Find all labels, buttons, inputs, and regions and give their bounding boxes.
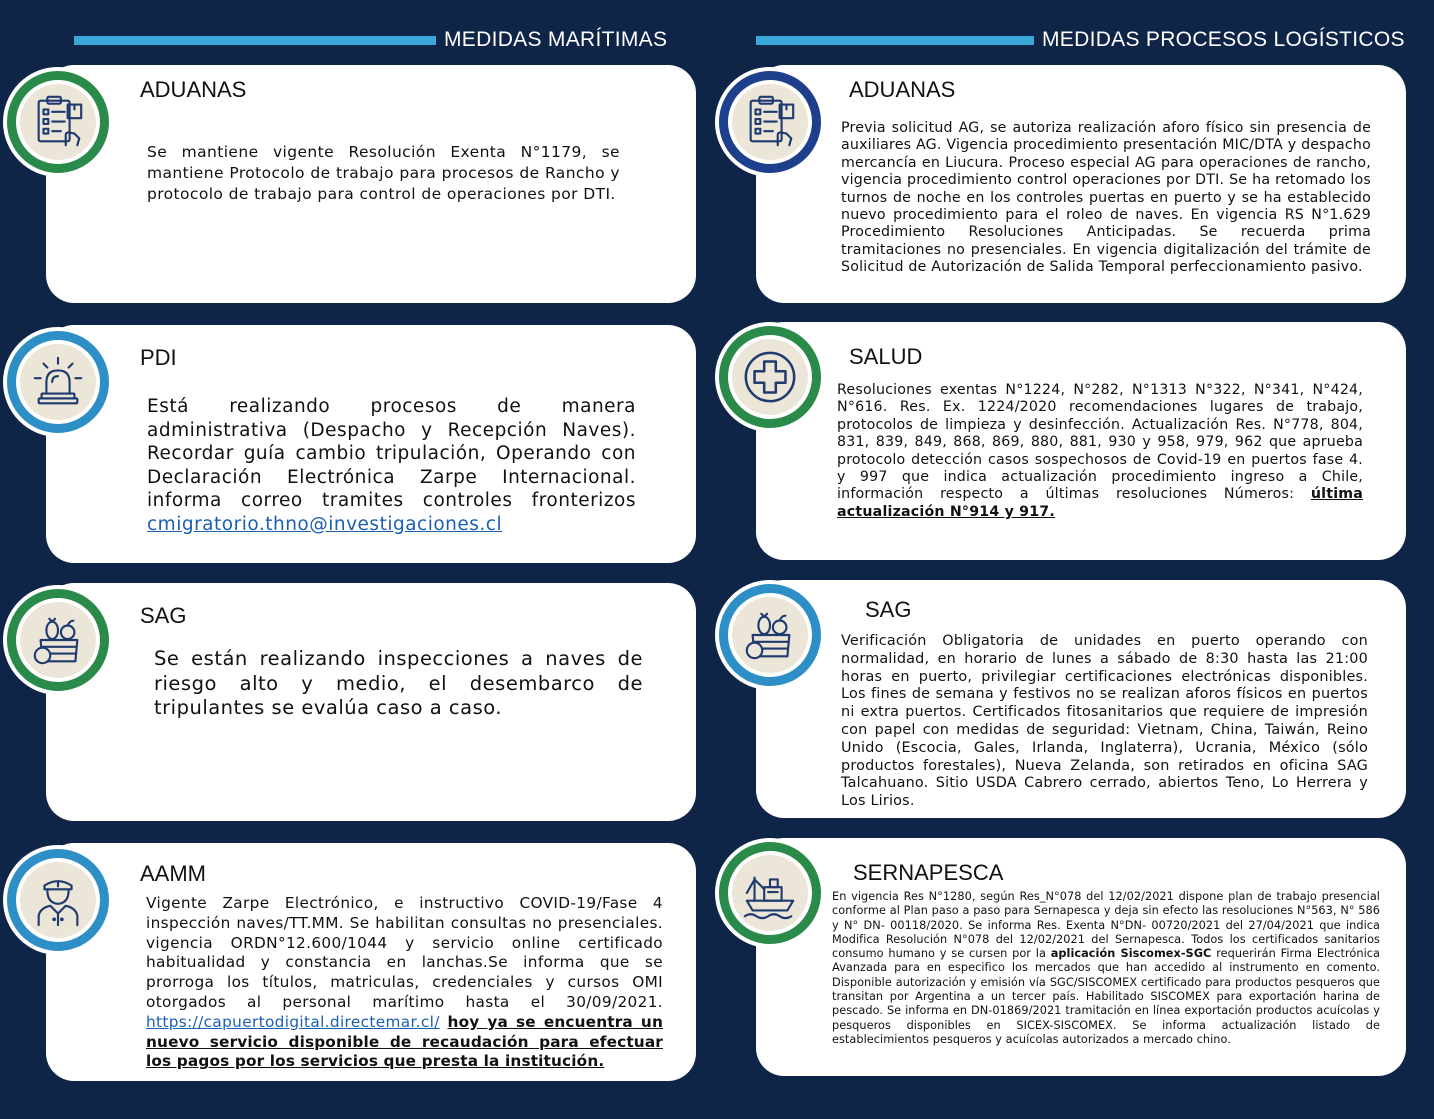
icon-badge <box>3 845 113 955</box>
sernapesca-text-1: En vigencia Res N°1280, según Res_N°078 del 12/02/2021 dispone plan de trabajo presencial conforme al Plan paso a paso para Sernapesca y deja sin efecto las resoluciones N°563, N° 586 y N° DN- 00118/2020. Se informa Res. Exenta N°DN- 00720/2021 del 27/04/2021 que indica Modifica Resolución N°078 del 12/02/2021 del Sernapesca. Todos los certificados sanitarios consumo humano y se cursen por la <box>832 890 1380 961</box>
header-title-maritime: MEDIDAS MARÍTIMAS <box>444 28 668 51</box>
sernapesca-bold: aplicación Siscomex-SGC <box>1050 947 1212 961</box>
icon-badge <box>3 327 113 437</box>
header-logistics <box>756 24 1405 56</box>
card-sernapesca <box>756 838 1406 1076</box>
sernapesca-text-2: requerirán Firma Electrónica Avanzada para en especifico los mercados que han accedido al instrumento en comento. Disponible autorización y emisión vía SGC/SISCOMEX certificado para productos pesqueros que transitan por Argentina a un tercer país. Habilitado SISCOMEX para exportación harina de pescado. Se informa en DN-01869/2021 tramitación en línea exportación productos acuícolas y pesqueros disponibles en SICEX-SISCOMEX. Se informa actualización listado de establecimientos pesqueros y acuícolas autorizados a mercado chino. <box>832 947 1380 1046</box>
icon-badge <box>3 585 113 695</box>
card-text: Previa solicitud AG, se autoriza realización aforo físico sin presencia de auxiliares AG. Vigencia procedimiento presentación MIC/DTA y despacho mercancía en Liucura. Proceso especial AG para operaciones de rancho, vigencia procedimiento control operaciones por DTI. Se ha retomado los turnos de noche en los controles puertas en puerto y se ha establecido nuevo procedimiento para el roleo de naves. En vigencia RS N°1.629 Procedimiento Resoluciones Anticipadas. Se recuerda prima tramitaciones no presenciales. En vigencia digitalización del trámite de Solicitud de Autorización de Salida Temporal perfeccionamiento pasivo. <box>841 120 1371 276</box>
card-aamm <box>46 843 696 1081</box>
card-aduanas-maritime <box>46 65 696 303</box>
header-title-logistics: MEDIDAS PROCESOS LOGÍSTICOS <box>1042 28 1405 51</box>
header-bar <box>74 36 436 45</box>
card-pdi <box>46 325 696 563</box>
header-maritime <box>74 24 667 56</box>
card-text <box>146 894 663 1072</box>
aamm-text: Vigente Zarpe Electrónico, e instructivo COVID-19/Fase 4 inspección naves/TT.MM. Se habilitan consultas no presenciales. vigencia ORDN°12.600/1044 y servicio online certificado habitualidad y constancia en lanchas.Se informa que se prorroga los títulos, matriculas, credenciales y cursos OMI otorgados al personal marítimo hasta el 30/09/2021. <box>146 894 663 1011</box>
customs-clipboard-icon <box>741 93 799 151</box>
fruit-basket-icon <box>741 606 799 664</box>
card-title: ADUANAS <box>849 77 956 102</box>
card-title: ADUANAS <box>140 77 247 102</box>
card-text: Verificación Obligatoria de unidades en puerto operando con normalidad, en horario de lunes a sábado de 8:30 hasta las 21:00 horas en puerto, privilegiar certificaciones electrónicas disponibles. Los fines de semana y festivos no se realizan aforos físicos en puertos ni extra puertos. Certificados fitosanitarios que requiere de impresión con papel con medidas de seguridad: Vietnam, China, Taiwán, Reino Unido (Escocia, Gales, Irlanda, Inglaterra), Ucrania, México (sólo productos forestales), Nueva Zelanda, son retirados en oficina SAG Talcahuano. Sitio USDA Cabrero cerrado, abiertos Teno, Lo Herrera y Los Lirios. <box>841 633 1368 810</box>
naval-officer-icon <box>29 871 87 929</box>
card-title: SERNAPESCA <box>853 860 1004 885</box>
card-title: AAMM <box>140 861 206 886</box>
card-sag-maritime <box>46 583 696 821</box>
fishing-ship-icon <box>741 864 799 922</box>
icon-badge <box>715 838 825 948</box>
siren-alarm-icon <box>29 353 87 411</box>
pdi-text: Está realizando procesos de manera administrativa (Despacho y Recepción Naves). Recordar guía cambio tripulación, Operando con Declaración Electrónica Zarpe Internacional. informa correo tramites controles fronterizos <box>147 396 636 511</box>
icon-badge <box>715 67 825 177</box>
header-bar <box>756 36 1034 45</box>
card-title: SALUD <box>849 344 923 369</box>
card-title: SAG <box>865 597 912 622</box>
card-aduanas-logistics <box>756 65 1406 303</box>
card-text <box>832 890 1380 1047</box>
fruit-basket-icon <box>29 611 87 669</box>
card-text: Se están realizando inspecciones a naves de riesgo alto y medio, el desembarco de tripulantes se evalúa caso a caso. <box>154 647 643 719</box>
card-text <box>837 382 1363 521</box>
aamm-bold-note: hoy ya se encuentra un nuevo servicio disponible de recaudación para efectuar los pagos por los servicios que presta la institución. <box>146 1012 663 1071</box>
card-salud <box>756 322 1406 560</box>
card-title: PDI <box>140 345 177 370</box>
salud-text: Resoluciones exentas N°1224, N°282, N°1313 N°322, N°341, N°424, N°616. Res. Ex. 1224/2020 recomendaciones lugares de trabajo, protocolos de limpieza y desinfección. Actualización Res. N°778, 804, 831, 839, 849, 868, 869, 880, 881, 930 y 958, 979, 962 que aprueba protocolo detección casos sospechosos de Covid-19 en puertos fase 4. y 997 que indica actualización procedimiento ingreso a Chile, información respecto a últimas resoluciones Números: <box>837 382 1363 503</box>
icon-badge <box>715 580 825 690</box>
salud-bold-note: última actualización N°914 y 917. <box>837 486 1364 520</box>
medical-cross-icon <box>741 348 799 406</box>
card-title: SAG <box>140 603 187 628</box>
card-text: Se mantiene vigente Resolución Exenta N°1179, se mantiene Protocolo de trabajo para procesos de Rancho y protocolo de trabajo para control de operaciones por DTI. <box>147 143 620 203</box>
card-text <box>147 395 636 536</box>
icon-badge <box>3 67 113 177</box>
card-sag-logistics <box>756 580 1406 818</box>
icon-badge <box>715 322 825 432</box>
email-link[interactable]: cmigratorio.thno@investigaciones.cl <box>147 513 503 535</box>
customs-clipboard-icon <box>29 93 87 151</box>
capuertodigital-link[interactable]: https://capuertodigital.directemar.cl/ <box>146 1012 440 1031</box>
